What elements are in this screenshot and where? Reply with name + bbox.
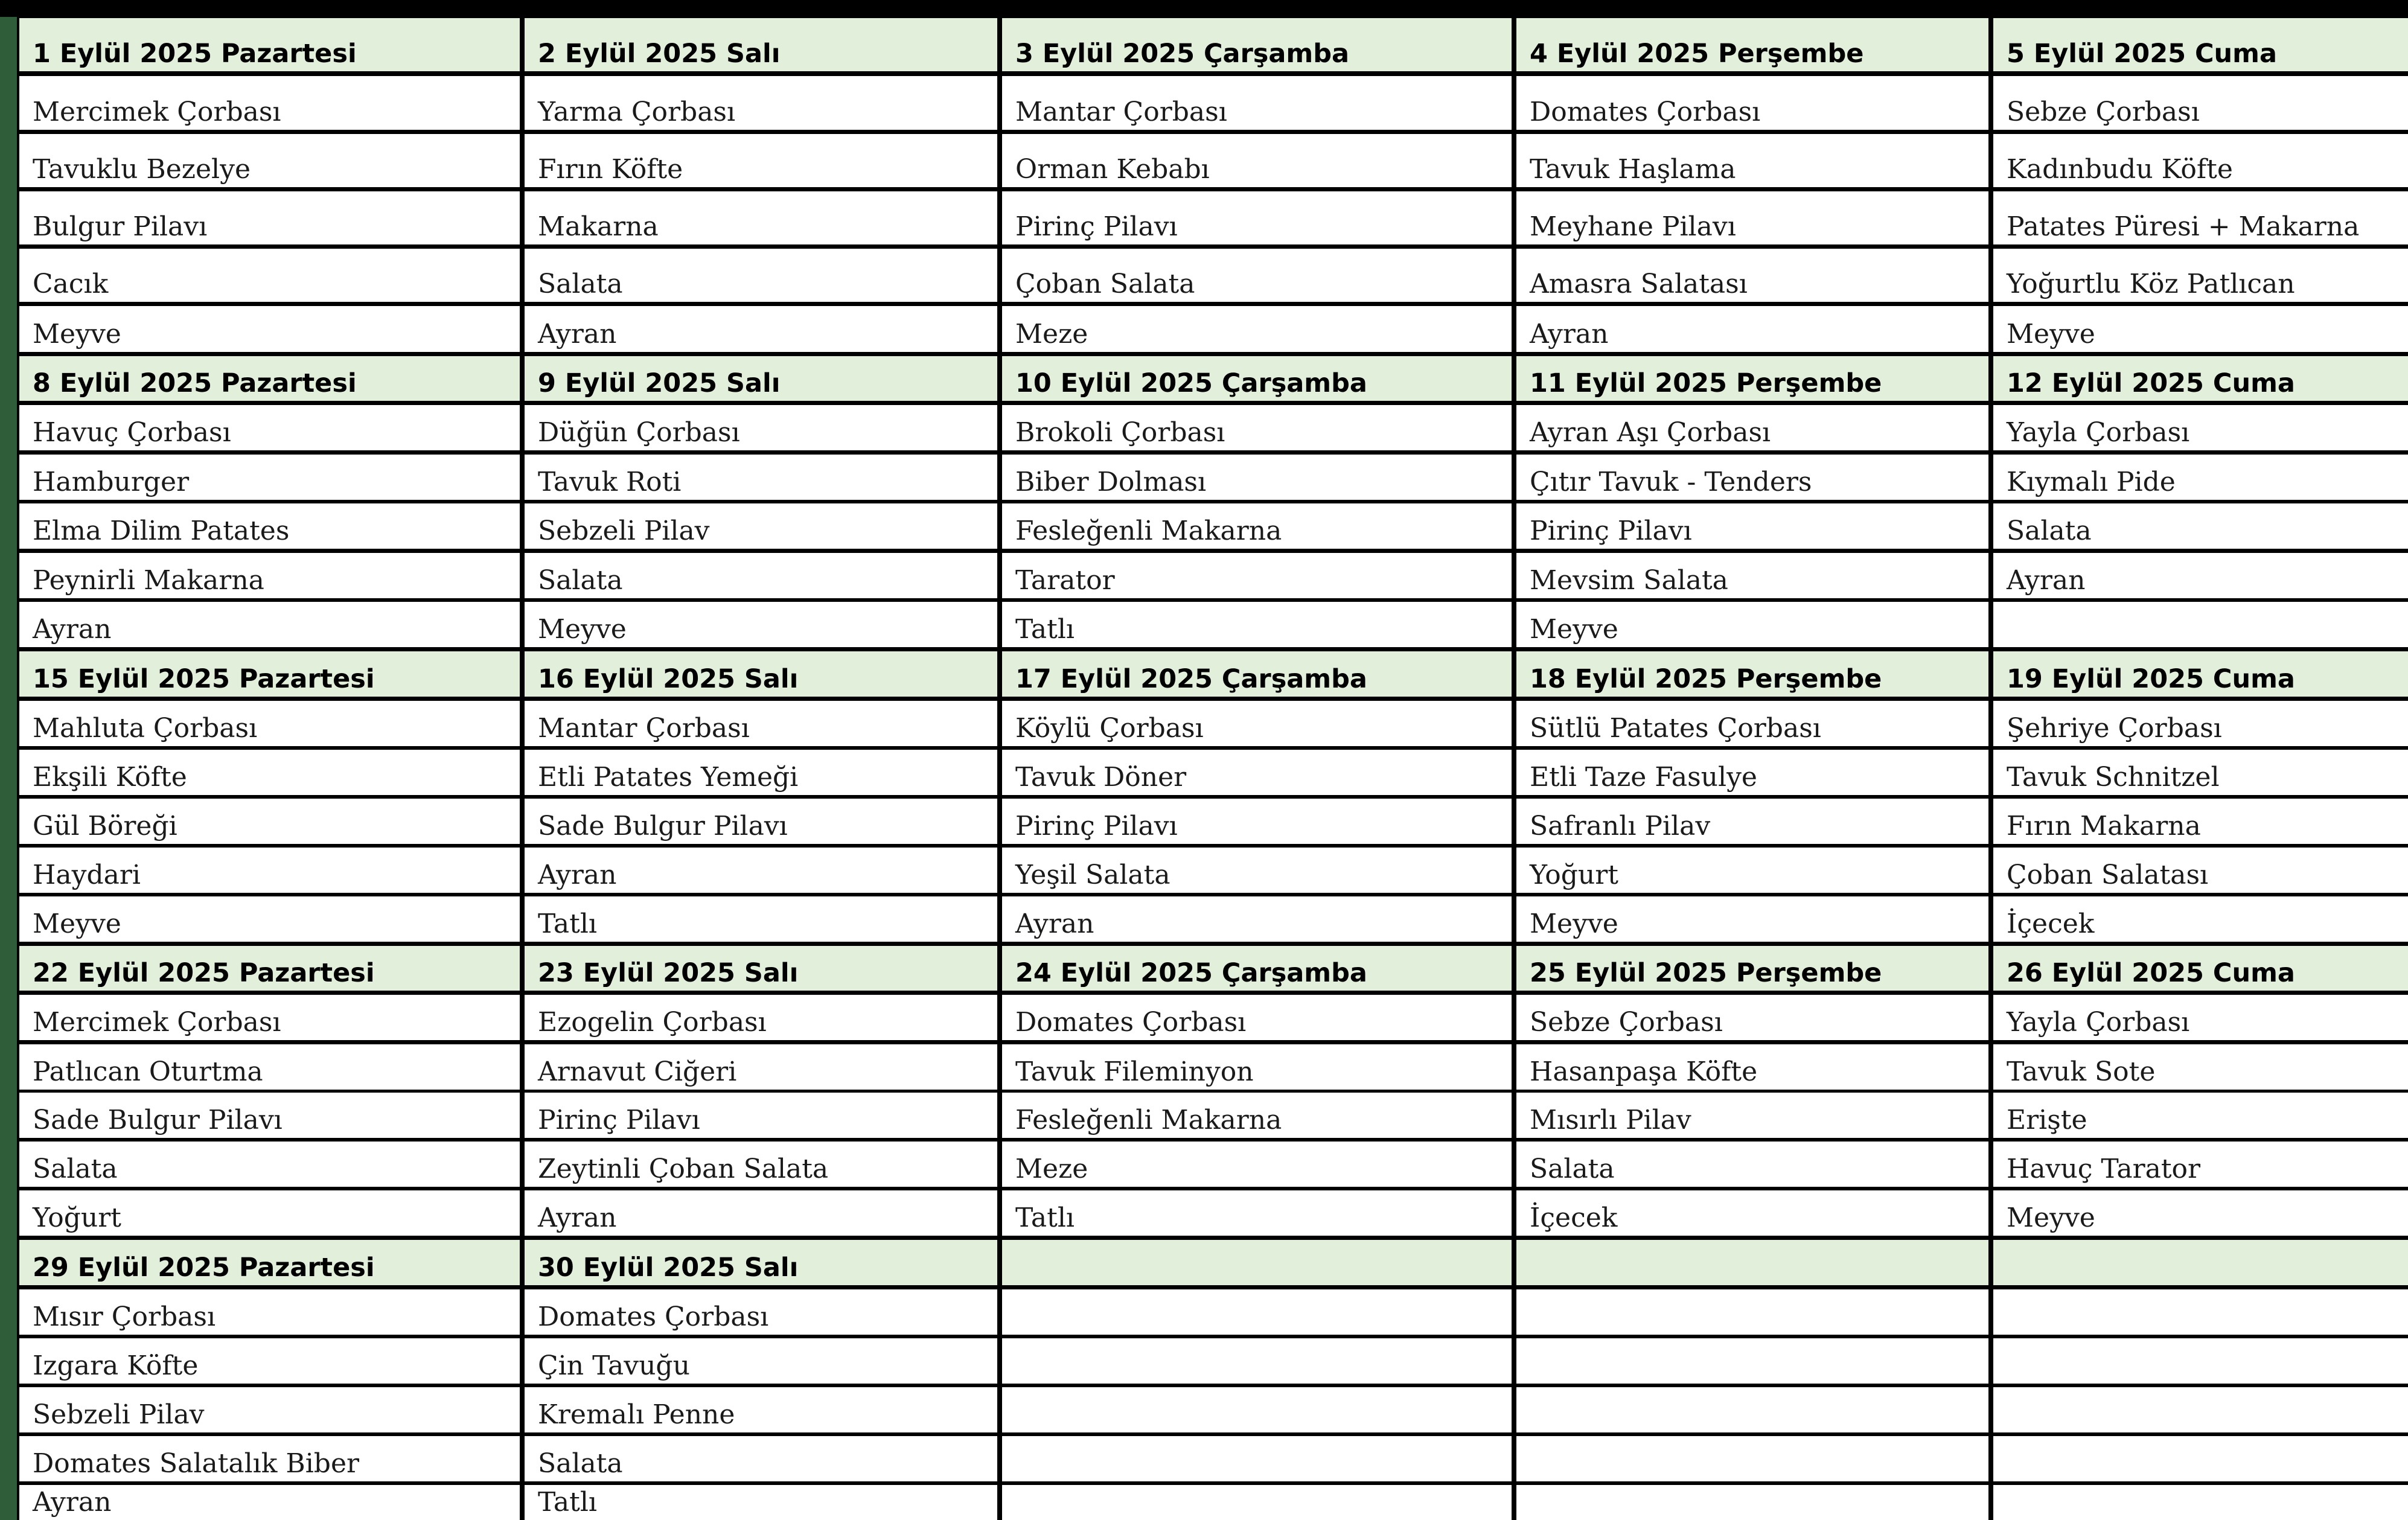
- menu-item-cell: Yayla Çorbası: [1993, 995, 2408, 1040]
- menu-item-cell: Meyve: [1516, 896, 1988, 942]
- menu-item-cell: Mercimek Çorbası: [19, 995, 520, 1040]
- menu-item-cell: Yeşil Salata: [1002, 848, 1512, 893]
- day-header: 4 Eylül 2025 Perşembe: [1516, 18, 1988, 71]
- empty-day-header: [1516, 1240, 1988, 1285]
- menu-item-cell: Havuç Çorbası: [19, 405, 520, 450]
- empty-day-header: [1002, 1240, 1512, 1285]
- day-header: 12 Eylül 2025 Cuma: [1993, 356, 2408, 401]
- day-header: 26 Eylül 2025 Cuma: [1993, 946, 2408, 991]
- menu-item-cell: Ayran: [19, 1485, 520, 1520]
- menu-item-cell: Bulgur Pilavı: [19, 191, 520, 244]
- menu-item-cell: Haydari: [19, 848, 520, 893]
- day-header: 24 Eylül 2025 Çarşamba: [1002, 946, 1512, 991]
- menu-item-cell: Domates Çorbası: [525, 1289, 997, 1335]
- menu-item-cell: Çin Tavuğu: [525, 1338, 997, 1384]
- day-header: 19 Eylül 2025 Cuma: [1993, 651, 2408, 697]
- menu-item-cell: Meyve: [1516, 602, 1988, 647]
- menu-item-cell: Çıtır Tavuk - Tenders: [1516, 455, 1988, 500]
- menu-item-cell: Peynirli Makarna: [19, 553, 520, 598]
- menu-item-cell: Salata: [1993, 503, 2408, 549]
- menu-item-cell: Cacık: [19, 249, 520, 302]
- empty-cell: [1993, 602, 2408, 647]
- menu-item-cell: Sebzeli Pilav: [19, 1387, 520, 1432]
- empty-cell: [1002, 1436, 1512, 1481]
- menu-item-cell: Mısırlı Pilav: [1516, 1093, 1988, 1138]
- menu-item-cell: Salata: [1516, 1142, 1988, 1187]
- empty-cell: [1516, 1436, 1988, 1481]
- menu-item-cell: Ekşili Köfte: [19, 750, 520, 795]
- menu-item-cell: Domates Salatalık Biber: [19, 1436, 520, 1481]
- menu-item-cell: Ayran: [1993, 553, 2408, 598]
- day-header: 30 Eylül 2025 Salı: [525, 1240, 997, 1285]
- menu-item-cell: Ayran: [525, 306, 997, 352]
- menu-item-cell: Pirinç Pilavı: [1002, 799, 1512, 844]
- menu-item-cell: Şehriye Çorbası: [1993, 701, 2408, 746]
- day-header: 22 Eylül 2025 Pazartesi: [19, 946, 520, 991]
- menu-item-cell: Sade Bulgur Pilavı: [19, 1093, 520, 1138]
- menu-item-cell: Yoğurtlu Köz Patlıcan: [1993, 249, 2408, 302]
- empty-cell: [1993, 1289, 2408, 1335]
- empty-cell: [1993, 1436, 2408, 1481]
- empty-cell: [1002, 1289, 1512, 1335]
- menu-item-cell: Arnavut Ciğeri: [525, 1044, 997, 1090]
- day-header: 25 Eylül 2025 Perşembe: [1516, 946, 1988, 991]
- menu-item-cell: Düğün Çorbası: [525, 405, 997, 450]
- sheet-left-border: [0, 0, 17, 1520]
- menu-item-cell: Fırın Makarna: [1993, 799, 2408, 844]
- menu-item-cell: Makarna: [525, 191, 997, 244]
- menu-item-cell: Çoban Salata: [1002, 249, 1512, 302]
- empty-cell: [1993, 1387, 2408, 1432]
- menu-item-cell: Sebzeli Pilav: [525, 503, 997, 549]
- menu-item-cell: Kadınbudu Köfte: [1993, 134, 2408, 187]
- day-header: 11 Eylül 2025 Perşembe: [1516, 356, 1988, 401]
- menu-item-cell: Salata: [525, 1436, 997, 1481]
- menu-item-cell: Salata: [525, 553, 997, 598]
- menu-item-cell: Etli Patates Yemeği: [525, 750, 997, 795]
- menu-item-cell: Gül Böreği: [19, 799, 520, 844]
- menu-item-cell: Domates Çorbası: [1002, 995, 1512, 1040]
- menu-item-cell: Patlıcan Oturtma: [19, 1044, 520, 1090]
- day-header: 5 Eylül 2025 Cuma: [1993, 18, 2408, 71]
- menu-item-cell: Yayla Çorbası: [1993, 405, 2408, 450]
- day-header: 1 Eylül 2025 Pazartesi: [19, 18, 520, 71]
- day-header: 16 Eylül 2025 Salı: [525, 651, 997, 697]
- day-header: 10 Eylül 2025 Çarşamba: [1002, 356, 1512, 401]
- menu-item-cell: Etli Taze Fasulye: [1516, 750, 1988, 795]
- menu-item-cell: Meyve: [19, 896, 520, 942]
- menu-item-cell: Ayran: [1002, 896, 1512, 942]
- menu-item-cell: Izgara Köfte: [19, 1338, 520, 1384]
- day-header: 17 Eylül 2025 Çarşamba: [1002, 651, 1512, 697]
- menu-item-cell: Tatlı: [525, 1485, 997, 1520]
- menu-item-cell: Meyve: [525, 602, 997, 647]
- menu-item-cell: Hamburger: [19, 455, 520, 500]
- menu-item-cell: Sade Bulgur Pilavı: [525, 799, 997, 844]
- menu-item-cell: Zeytinli Çoban Salata: [525, 1142, 997, 1187]
- menu-item-cell: Orman Kebabı: [1002, 134, 1512, 187]
- day-header: 8 Eylül 2025 Pazartesi: [19, 356, 520, 401]
- menu-item-cell: Fırın Köfte: [525, 134, 997, 187]
- menu-item-cell: Tavuklu Bezelye: [19, 134, 520, 187]
- menu-item-cell: Meyve: [1993, 306, 2408, 352]
- menu-item-cell: Mevsim Salata: [1516, 553, 1988, 598]
- menu-item-cell: Meze: [1002, 306, 1512, 352]
- empty-cell: [1516, 1289, 1988, 1335]
- menu-item-cell: Kremalı Penne: [525, 1387, 997, 1432]
- day-header: 15 Eylül 2025 Pazartesi: [19, 651, 520, 697]
- menu-item-cell: Tavuk Schnitzel: [1993, 750, 2408, 795]
- menu-item-cell: Ayran: [525, 848, 997, 893]
- menu-item-cell: Pirinç Pilavı: [1002, 191, 1512, 244]
- menu-item-cell: Salata: [19, 1142, 520, 1187]
- menu-item-cell: Tavuk Fileminyon: [1002, 1044, 1512, 1090]
- menu-item-cell: Tavuk Roti: [525, 455, 997, 500]
- menu-item-cell: Sebze Çorbası: [1993, 76, 2408, 130]
- empty-cell: [1516, 1338, 1988, 1384]
- menu-item-cell: Mısır Çorbası: [19, 1289, 520, 1335]
- empty-cell: [1993, 1338, 2408, 1384]
- day-header: 29 Eylül 2025 Pazartesi: [19, 1240, 520, 1285]
- menu-item-cell: Mahluta Çorbası: [19, 701, 520, 746]
- menu-item-cell: Fesleğenli Makarna: [1002, 503, 1512, 549]
- menu-item-cell: Brokoli Çorbası: [1002, 405, 1512, 450]
- menu-item-cell: Meyve: [19, 306, 520, 352]
- menu-item-cell: Mercimek Çorbası: [19, 76, 520, 130]
- menu-item-cell: Domates Çorbası: [1516, 76, 1988, 130]
- menu-item-cell: Ayran: [525, 1190, 997, 1236]
- menu-item-cell: Salata: [525, 249, 997, 302]
- menu-item-cell: Ayran Aşı Çorbası: [1516, 405, 1988, 450]
- menu-item-cell: Meyhane Pilavı: [1516, 191, 1988, 244]
- menu-item-cell: Tarator: [1002, 553, 1512, 598]
- menu-item-cell: Ayran: [19, 602, 520, 647]
- menu-item-cell: Yoğurt: [1516, 848, 1988, 893]
- menu-item-cell: Tavuk Döner: [1002, 750, 1512, 795]
- sheet-top-border: [0, 0, 2408, 17]
- menu-item-cell: Sebze Çorbası: [1516, 995, 1988, 1040]
- menu-item-cell: Ayran: [1516, 306, 1988, 352]
- menu-item-cell: Amasra Salatası: [1516, 249, 1988, 302]
- day-header: 23 Eylül 2025 Salı: [525, 946, 997, 991]
- menu-item-cell: Tatlı: [1002, 1190, 1512, 1236]
- menu-item-cell: Tavuk Sote: [1993, 1044, 2408, 1090]
- menu-item-cell: İçecek: [1993, 896, 2408, 942]
- menu-item-cell: Mantar Çorbası: [525, 701, 997, 746]
- menu-item-cell: Tatlı: [1002, 602, 1512, 647]
- menu-item-cell: Patates Püresi + Makarna: [1993, 191, 2408, 244]
- menu-item-cell: Tavuk Haşlama: [1516, 134, 1988, 187]
- menu-item-cell: Pirinç Pilavı: [1516, 503, 1988, 549]
- menu-item-cell: Yoğurt: [19, 1190, 520, 1236]
- empty-cell: [1002, 1387, 1512, 1432]
- menu-item-cell: Safranlı Pilav: [1516, 799, 1988, 844]
- day-header: 3 Eylül 2025 Çarşamba: [1002, 18, 1512, 71]
- menu-item-cell: Elma Dilim Patates: [19, 503, 520, 549]
- menu-item-cell: Meze: [1002, 1142, 1512, 1187]
- empty-cell: [1516, 1387, 1988, 1432]
- menu-item-cell: Biber Dolması: [1002, 455, 1512, 500]
- menu-item-cell: Pirinç Pilavı: [525, 1093, 997, 1138]
- day-header: 9 Eylül 2025 Salı: [525, 356, 997, 401]
- empty-cell: [1002, 1485, 1512, 1520]
- menu-item-cell: İçecek: [1516, 1190, 1988, 1236]
- day-header: 18 Eylül 2025 Perşembe: [1516, 651, 1988, 697]
- menu-item-cell: Hasanpaşa Köfte: [1516, 1044, 1988, 1090]
- menu-item-cell: Yarma Çorbası: [525, 76, 997, 130]
- day-header: 2 Eylül 2025 Salı: [525, 18, 997, 71]
- menu-item-cell: Tatlı: [525, 896, 997, 942]
- empty-cell: [1002, 1338, 1512, 1384]
- empty-day-header: [1993, 1240, 2408, 1285]
- menu-item-cell: Çoban Salatası: [1993, 848, 2408, 893]
- menu-item-cell: Fesleğenli Makarna: [1002, 1093, 1512, 1138]
- menu-item-cell: Meyve: [1993, 1190, 2408, 1236]
- menu-item-cell: Mantar Çorbası: [1002, 76, 1512, 130]
- empty-cell: [1516, 1485, 1988, 1520]
- menu-item-cell: Sütlü Patates Çorbası: [1516, 701, 1988, 746]
- menu-item-cell: Erişte: [1993, 1093, 2408, 1138]
- menu-item-cell: Ezogelin Çorbası: [525, 995, 997, 1040]
- menu-item-cell: Köylü Çorbası: [1002, 701, 1512, 746]
- empty-cell: [1993, 1485, 2408, 1520]
- menu-item-cell: Havuç Tarator: [1993, 1142, 2408, 1187]
- menu-item-cell: Kıymalı Pide: [1993, 455, 2408, 500]
